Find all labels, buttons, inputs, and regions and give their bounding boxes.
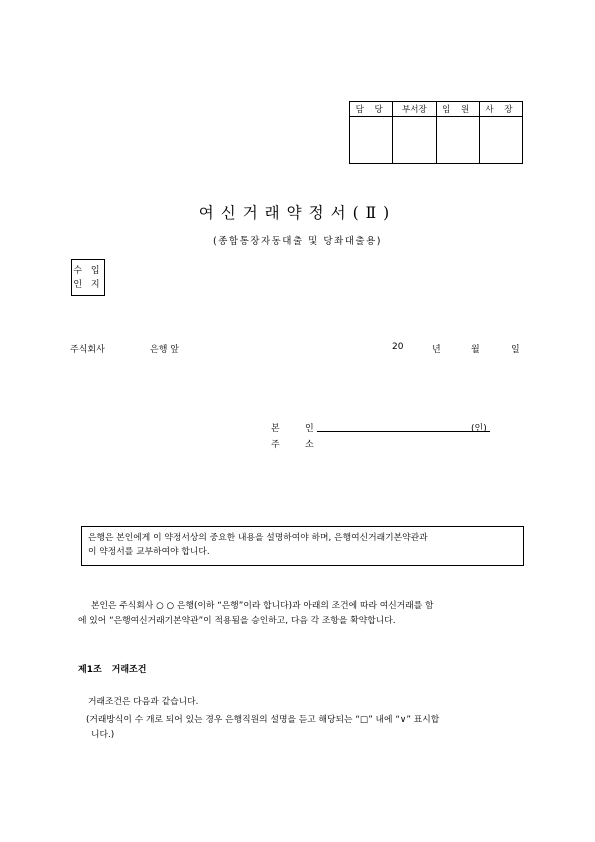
intro-line: 본인은 주식회사 ○ ○ 은행(이하 “은행”이라 합니다)과 아래의 조건에 따라 여신거래를 함 <box>91 601 434 611</box>
date-year-prefix: 20 <box>392 342 404 352</box>
signer-label: 본 <box>271 424 280 434</box>
article-number: 제1조 <box>78 665 102 675</box>
article-heading <box>78 662 146 675</box>
article-body-line: 거래조건은 다음과 같습니다. <box>88 697 199 707</box>
intro-line: 에 있어 “은행여신거래기본약관”이 적용됨을 승인하고, 다음 각 조항을 확약합니다. <box>78 616 396 626</box>
seal-mark: (인) <box>471 424 487 434</box>
approval-header-cell: 사 장 <box>479 102 522 117</box>
approval-sign-cell <box>479 117 522 164</box>
notice-line: 은행은 본인에게 이 약정서상의 중요한 내용을 설명하여야 하며, 은행여신거래기본약관과 <box>88 533 428 543</box>
date-year-unit: 년 <box>432 345 441 355</box>
document-subtitle: (종합통장자동대출 및 당좌대출용) <box>213 236 382 247</box>
address-label: 소 <box>305 440 314 450</box>
stamp-label: 수 입 <box>73 266 103 276</box>
article-title: 거래조건 <box>111 665 147 675</box>
approval-sign-cell <box>393 117 436 164</box>
article-body-line: 니다.) <box>91 730 115 740</box>
stamp-label: 인 지 <box>73 280 103 290</box>
document-title: 여신거래약정서(Ⅱ) <box>198 204 397 222</box>
approval-table <box>349 101 523 164</box>
date-day-unit: 일 <box>511 345 520 355</box>
approval-sign-cell <box>350 117 393 164</box>
signer-label: 인 <box>305 424 314 434</box>
approval-header-cell: 임 원 <box>436 102 479 117</box>
explanation-notice-box <box>81 526 524 566</box>
signature-line <box>317 431 490 432</box>
addressee-company: 주식회사 <box>70 345 105 355</box>
addressee-bank: 은행 앞 <box>150 345 179 355</box>
approval-header-row <box>350 102 523 117</box>
date-month-unit: 월 <box>471 345 480 355</box>
revenue-stamp-box <box>71 259 105 296</box>
notice-line: 이 약정서를 교부하여야 합니다. <box>88 547 210 557</box>
approval-header-cell: 담 당 <box>350 102 393 117</box>
approval-sign-row <box>350 117 523 164</box>
address-label: 주 <box>271 440 280 450</box>
approval-sign-cell <box>436 117 479 164</box>
approval-header-cell: 부서장 <box>393 102 436 117</box>
article-body-line: (거래방식이 수 개로 되어 있는 경우 은행직원의 설명을 듣고 해당되는 “□” 내에 “∨” 표시합 <box>86 715 440 725</box>
